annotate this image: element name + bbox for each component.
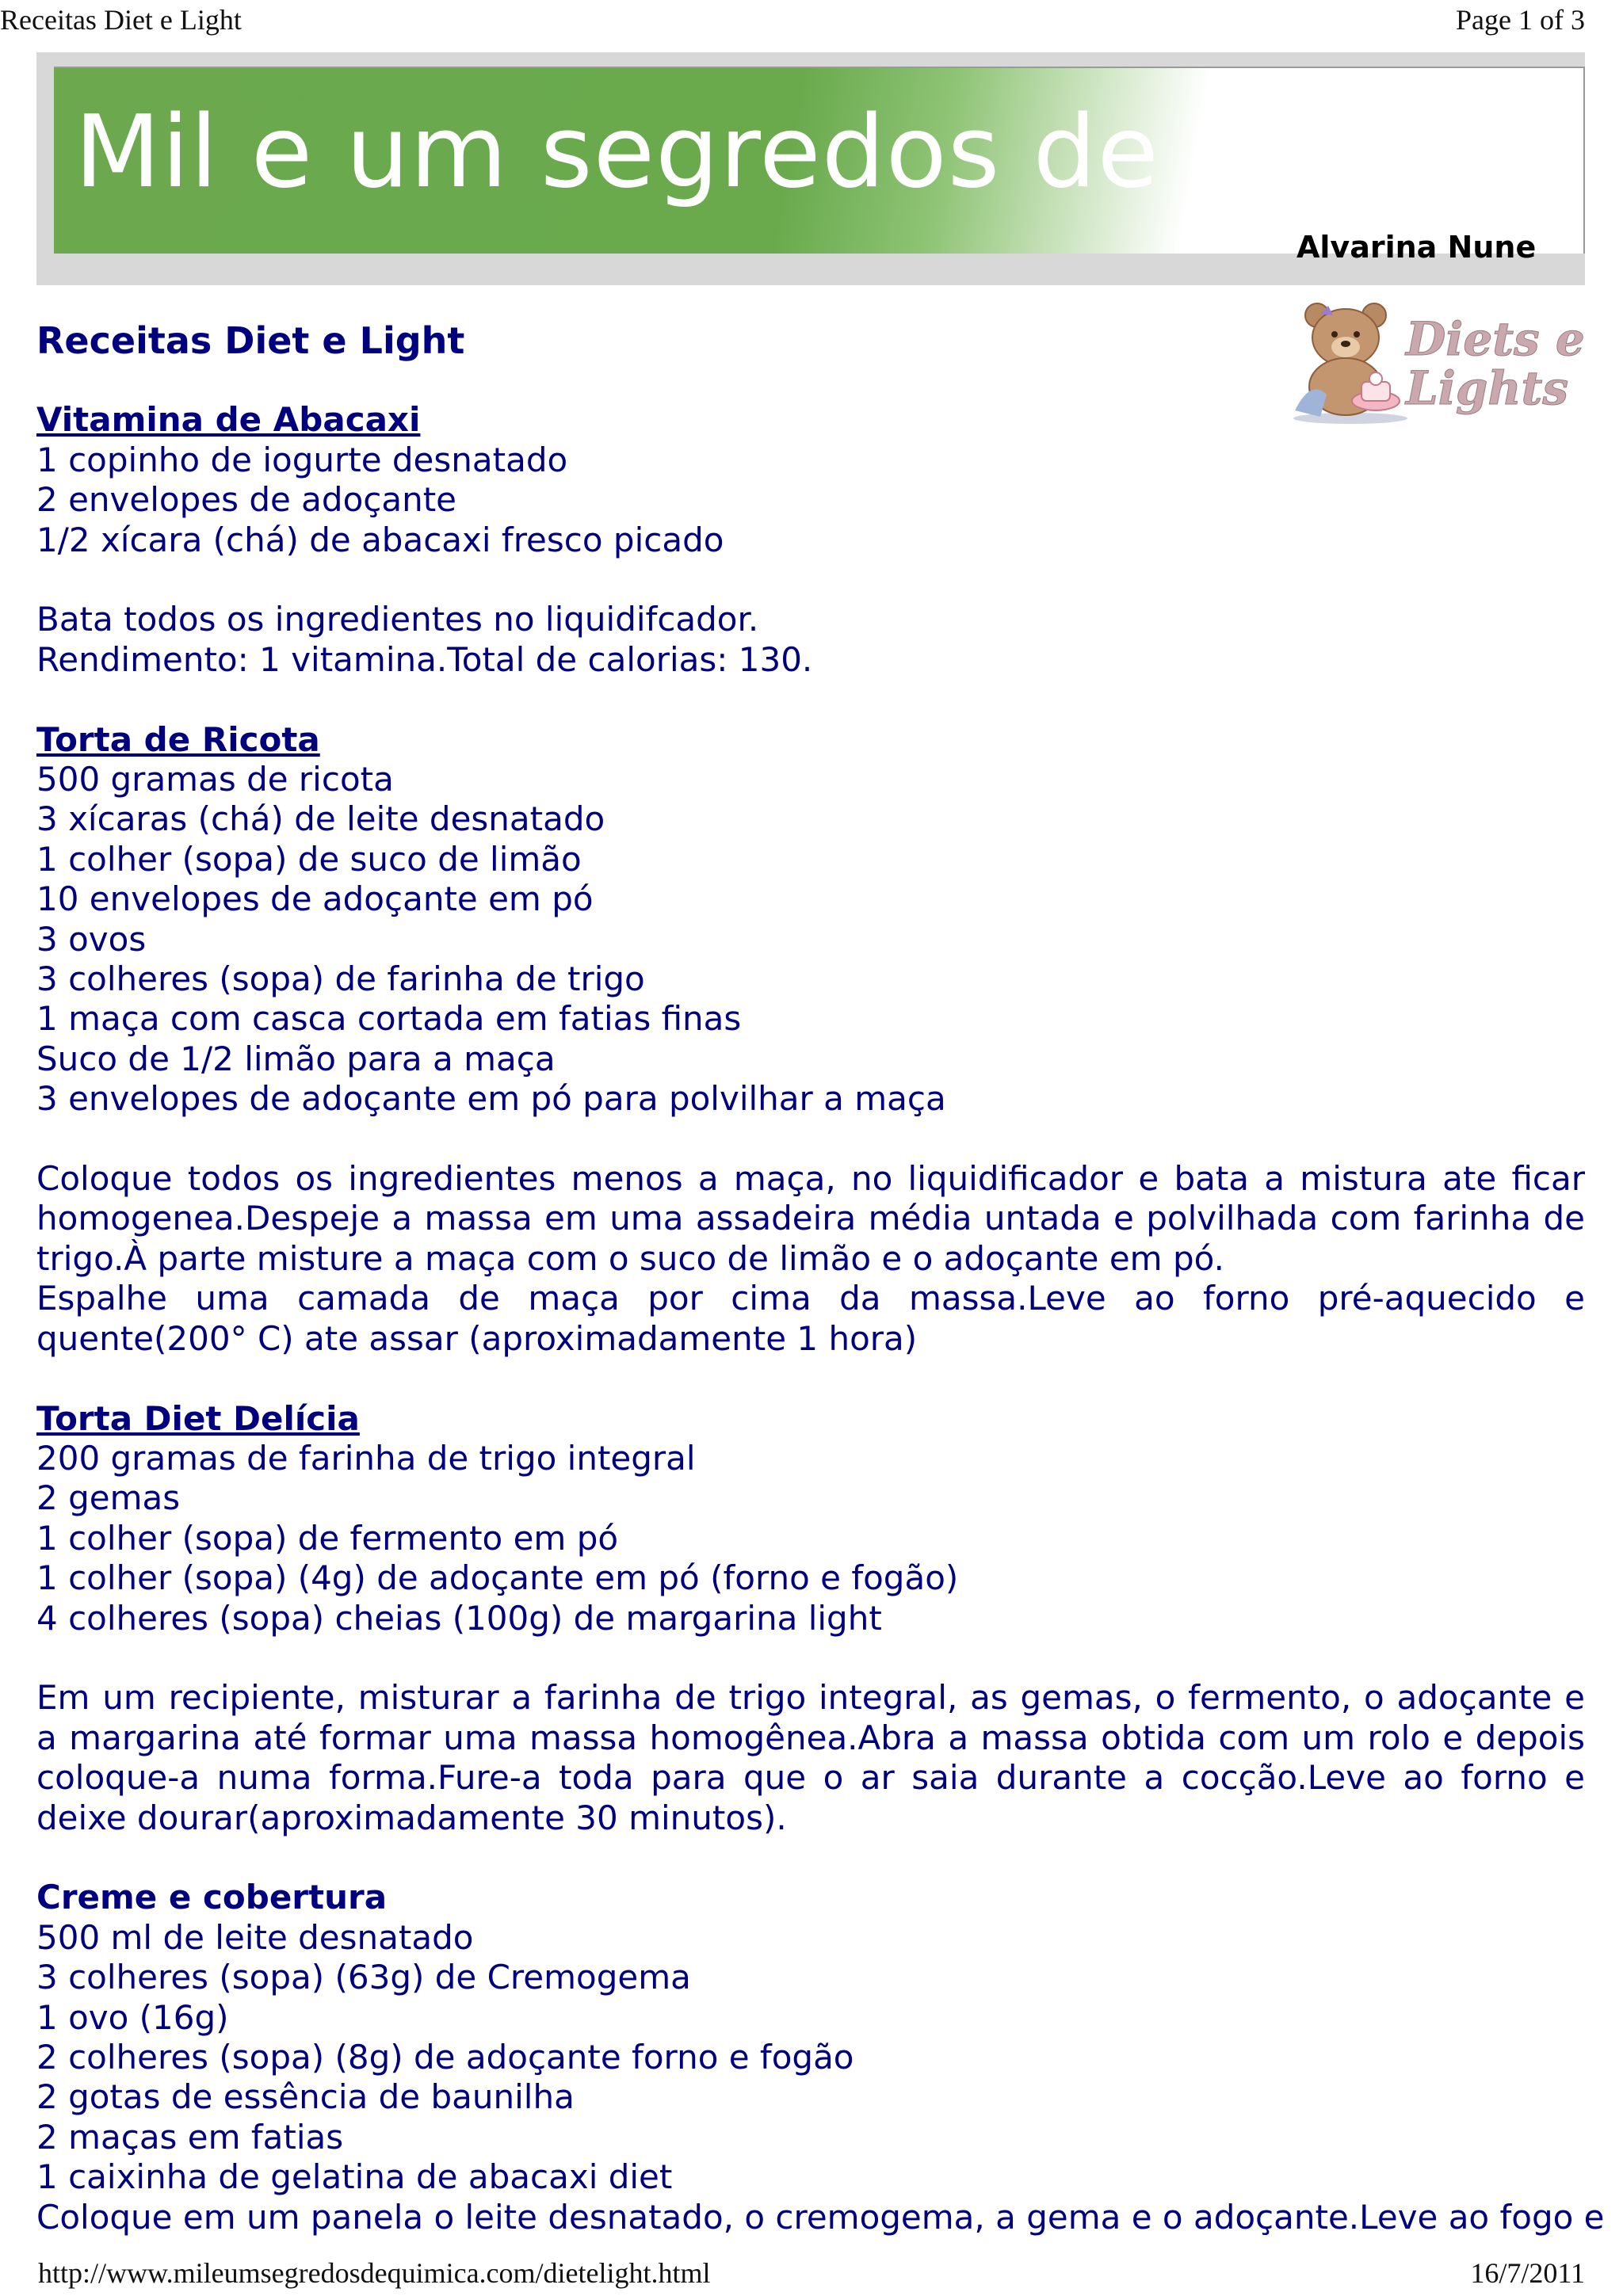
recipe-title: Torta de Ricota [36, 719, 320, 759]
print-header-page-number: Page 1 of 3 [1456, 4, 1585, 36]
instruction-paragraph: Espalhe uma camada de maça por cima da massa.Leve ao forno pré-aquecido e quente(200° C) ate assar (aproximadamente 1 hora) [36, 1279, 1585, 1358]
instruction-paragraph: Coloque todos os ingredientes menos a maça, no liquidificador e bata a mistura ate ficar homogenea.Despeje a massa em uma assadeira média untada e polvilhada com farinha de trigo.À parte misture a maça com o suco de limão e o adoçante em pó. [36, 1159, 1585, 1278]
ingredient-line: 1 caixinha de gelatina de abacaxi diet [36, 2157, 673, 2197]
ingredient-line: 3 xícaras (chá) de leite desnatado [36, 799, 605, 839]
ingredient-line: 1 maça com casca cortada em fatias finas [36, 999, 742, 1039]
banner-author: Alvarina Nune [1296, 230, 1537, 265]
ingredient-line: 10 envelopes de adoçante em pó [36, 879, 594, 919]
banner-background [54, 67, 1585, 254]
ingredient-line: 3 ovos [36, 919, 147, 959]
ingredient-line: 200 gramas de farinha de trigo integral [36, 1438, 696, 1478]
ingredient-line: 1/2 xícara (chá) de abacaxi fresco picado [36, 520, 724, 559]
print-header-title: Receitas Diet e Light [0, 4, 242, 36]
instruction-line: Bata todos os ingredientes no liquidifcador. [36, 600, 759, 639]
instruction-line: Rendimento: 1 vitamina.Total de calorias: 130. [36, 639, 813, 679]
banner-title: Mil e um segredos de Q [74, 93, 1272, 210]
ingredient-line: 1 colher (sopa) (4g) de adoçante em pó (forno e fogão) [36, 1558, 959, 1598]
page-heading: Receitas Diet e Light [36, 319, 465, 362]
page-content [36, 319, 1605, 2237]
recipe [36, 1399, 1585, 1878]
ingredient-line: 3 colheres (sopa) (63g) de Cremogema [36, 1958, 691, 1997]
recipe-title: Torta Diet Delícia [36, 1398, 360, 1438]
logo-text-line1: Diets e [1406, 312, 1585, 366]
ingredient-line: 1 copinho de iogurte desnatado [36, 440, 568, 479]
ingredient-line: 3 colheres (sopa) de farinha de trigo [36, 959, 645, 999]
ingredient-line: 2 envelopes de adoçante [36, 480, 457, 520]
ingredient-line: 2 maças em fatias [36, 2117, 344, 2157]
logo-text-line2: Lights [1406, 361, 1568, 415]
ingredient-line: 2 gotas de essência de baunilha [36, 2077, 575, 2117]
ingredient-line: Suco de 1/2 limão para a maça [36, 1039, 556, 1078]
ingredient-line: 2 gemas [36, 1478, 181, 1518]
ingredient-line: 500 ml de leite desnatado [36, 1917, 474, 1957]
recipe [36, 400, 1585, 719]
recipe [36, 720, 1585, 1399]
recipe [36, 1878, 1605, 2237]
ingredient-line: 1 colher (sopa) de suco de limão [36, 839, 582, 879]
instruction-paragraph: Em um recipiente, misturar a farinha de trigo integral, as gemas, o fermento, o adoçante e a margarina até formar uma massa homogênea.Abra a massa obtida com um rolo e depois coloque-a numa forma.Fure-a toda para que o ar saia durante a cocção.Leve ao forno e deixe dourar(aproximadamente 30 minutos). [36, 1678, 1585, 1837]
ingredient-line: 2 colheres (sopa) (8g) de adoçante forno e fogão [36, 2037, 854, 2077]
recipe-title: Creme e cobertura [36, 1878, 388, 1917]
ingredient-line: 3 envelopes de adoçante em pó para polvilhar a maça [36, 1079, 946, 1119]
ingredient-line: 1 ovo (16g) [36, 1997, 229, 2037]
print-footer [0, 2256, 1623, 2293]
recipe-title: Vitamina de Abacaxi [36, 400, 421, 440]
banner [0, 0, 1585, 285]
ingredient-line: 4 colheres (sopa) cheias (100g) de margarina light [36, 1598, 882, 1638]
ingredient-line: 500 gramas de ricota [36, 760, 394, 799]
ingredient-line: 1 colher (sopa) de fermento em pó [36, 1518, 619, 1558]
print-footer-date: 16/7/2011 [1470, 2257, 1585, 2289]
instruction-line: Coloque em um panela o leite desnatado, o cremogema, a gema e o adoçante.Leve ao fogo e [36, 2197, 1605, 2237]
print-footer-url: http://www.mileumsegredosdequimica.com/dietelight.html [38, 2257, 711, 2289]
